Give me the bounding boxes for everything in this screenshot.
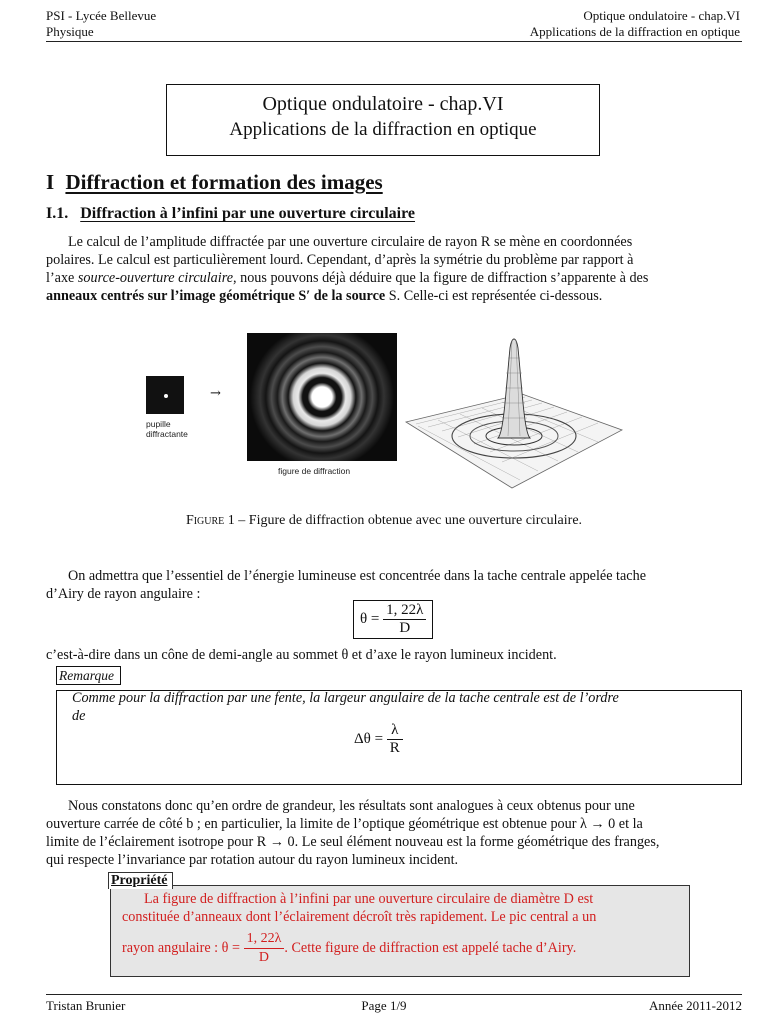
header-right: [530, 8, 740, 40]
pupil-label-line1: pupille: [146, 419, 171, 429]
property-line3-a: rayon angulaire : θ =: [122, 939, 241, 956]
footer-rule: [46, 994, 742, 995]
airy-equation-box: [353, 600, 433, 639]
para1-line2: polaires. Le calcul est particulièrement lourd. Cependant, d’après la symétrie du problème par rapport à: [46, 252, 634, 268]
header-rule: [46, 41, 742, 42]
para3-text: c’est-à-dire dans un cône de demi-angle au sommet θ et d’axe le rayon lumineux incident.: [46, 647, 557, 663]
intensity-surface-plot: [402, 328, 624, 493]
section-number: I: [46, 170, 55, 194]
paragraph-cone: [46, 646, 742, 664]
para1-line3: [46, 269, 742, 287]
airy-rings-icon: [247, 333, 397, 461]
airy-peak-icon: [402, 328, 624, 493]
para1-line1: Le calcul de l’amplitude diffractée par une ouverture circulaire de rayon R se mène en coordonnées: [68, 234, 633, 250]
property-line1: La figure de diffraction à l’infini par une ouverture circulaire de diamètre D est: [144, 891, 594, 907]
remark-line2: de: [72, 708, 86, 724]
title-main: Optique ondulatoire - chap.VI: [262, 93, 504, 115]
title-sub: Applications de la diffraction en optique: [229, 119, 537, 140]
remark-eq-numerator: λ: [391, 722, 399, 738]
eq1-lhs: θ =: [360, 610, 380, 627]
footer-author: Tristan Brunier: [46, 998, 126, 1013]
property-tag: [108, 872, 173, 889]
footer-page: Page 1/9: [361, 998, 407, 1013]
para1-line3-italic: source-ouverture circulaire: [77, 270, 233, 286]
property-fraction: [244, 930, 285, 967]
header-school: PSI - Lycée Bellevue: [46, 8, 157, 23]
header-left: [46, 8, 156, 40]
subsection-heading: [46, 205, 415, 223]
property-line2: constituée d’anneaux dont l’éclairement décroît très rapidement. Le pic central a un: [122, 909, 597, 925]
remark-eq-fraction: [387, 722, 403, 757]
section-title: Diffraction et formation des images: [65, 170, 383, 194]
subsection-title: Diffraction à l’infini par une ouverture circulaire: [80, 205, 416, 222]
pupil-image: [146, 376, 184, 414]
para2-line2: d’Airy de rayon angulaire :: [46, 586, 201, 602]
para4-line4: qui respecte l’invariance par rotation autour du rayon lumineux incident.: [46, 852, 459, 868]
remark-equation: [354, 722, 403, 757]
header-subject: Physique: [46, 24, 94, 39]
pattern-label: figure de diffraction: [278, 466, 351, 476]
header-chapter-title: Applications de la diffraction en optique: [529, 24, 740, 39]
paragraph-airy: [46, 567, 742, 603]
eq1-fraction: [383, 602, 426, 637]
caption-prefix: Figure 1: [185, 513, 235, 528]
paragraph-comparison: [46, 797, 742, 869]
header-chapter: Optique ondulatoire - chap.VI: [583, 8, 740, 23]
property-tag-label: Propriété: [111, 873, 168, 888]
property-line3: [122, 930, 674, 967]
diffraction-pattern-image: [247, 333, 397, 461]
para2-line1: On admettra que l’essentiel de l’énergie lumineuse est concentrée dans la tache centrale appelée tache: [68, 568, 646, 584]
para1-line3-a: l’axe: [46, 270, 78, 286]
eq1-denominator: D: [383, 619, 426, 637]
caption-text: – Figure de diffraction obtenue avec une ouverture circulaire.: [234, 513, 583, 528]
figure-caption: [0, 513, 768, 529]
para4-line3: limite de l’éclairement isotrope pour R → 0. Le seul élément nouveau est la forme géométrique des franges,: [46, 834, 660, 850]
para1-line4-rest: S. Celle-ci est représentée ci-dessous.: [385, 288, 603, 304]
para1-line4-bold: anneaux centrés sur l’image géométrique S′ de la source: [46, 288, 386, 304]
para1-line4: [46, 287, 742, 305]
pupil-label: [146, 419, 188, 439]
property-text: [122, 890, 674, 967]
property-denominator: D: [244, 948, 285, 967]
title-box: [166, 84, 600, 156]
property-line3-b: . Cette figure de diffraction est appelé tache d’Airy.: [284, 939, 577, 956]
footer-year: Année 2011-2012: [648, 998, 742, 1013]
subsection-number: I.1.: [46, 205, 69, 222]
remark-text: [72, 689, 728, 725]
remark-line1: Comme pour la diffraction par une fente, la largeur angulaire de la tache centrale est de l’ordre: [72, 690, 619, 706]
para4-line2: ouverture carrée de côté b ; en particulier, la limite de l’optique géométrique est obtenue pour λ → 0 et la: [46, 816, 643, 832]
arrow-icon: →: [210, 386, 221, 401]
paragraph-intro: [46, 233, 742, 305]
para1-line3-b: , nous pouvons déjà déduire que la figure de diffraction s’apparente à des: [233, 270, 649, 286]
pupil-aperture: [164, 394, 168, 398]
section-heading: [46, 170, 383, 195]
remark-eq-lhs: Δθ =: [354, 730, 384, 747]
eq1-numerator: 1, 22λ: [386, 602, 424, 618]
property-numerator: 1, 22λ: [246, 931, 282, 946]
remark-tag: Remarque: [56, 666, 121, 685]
remark-eq-denominator: R: [387, 739, 403, 757]
pupil-label-line2: diffractante: [146, 429, 188, 439]
para4-line1: Nous constatons donc qu’en ordre de grandeur, les résultats sont analogues à ceux obtenus pour une: [68, 798, 635, 814]
